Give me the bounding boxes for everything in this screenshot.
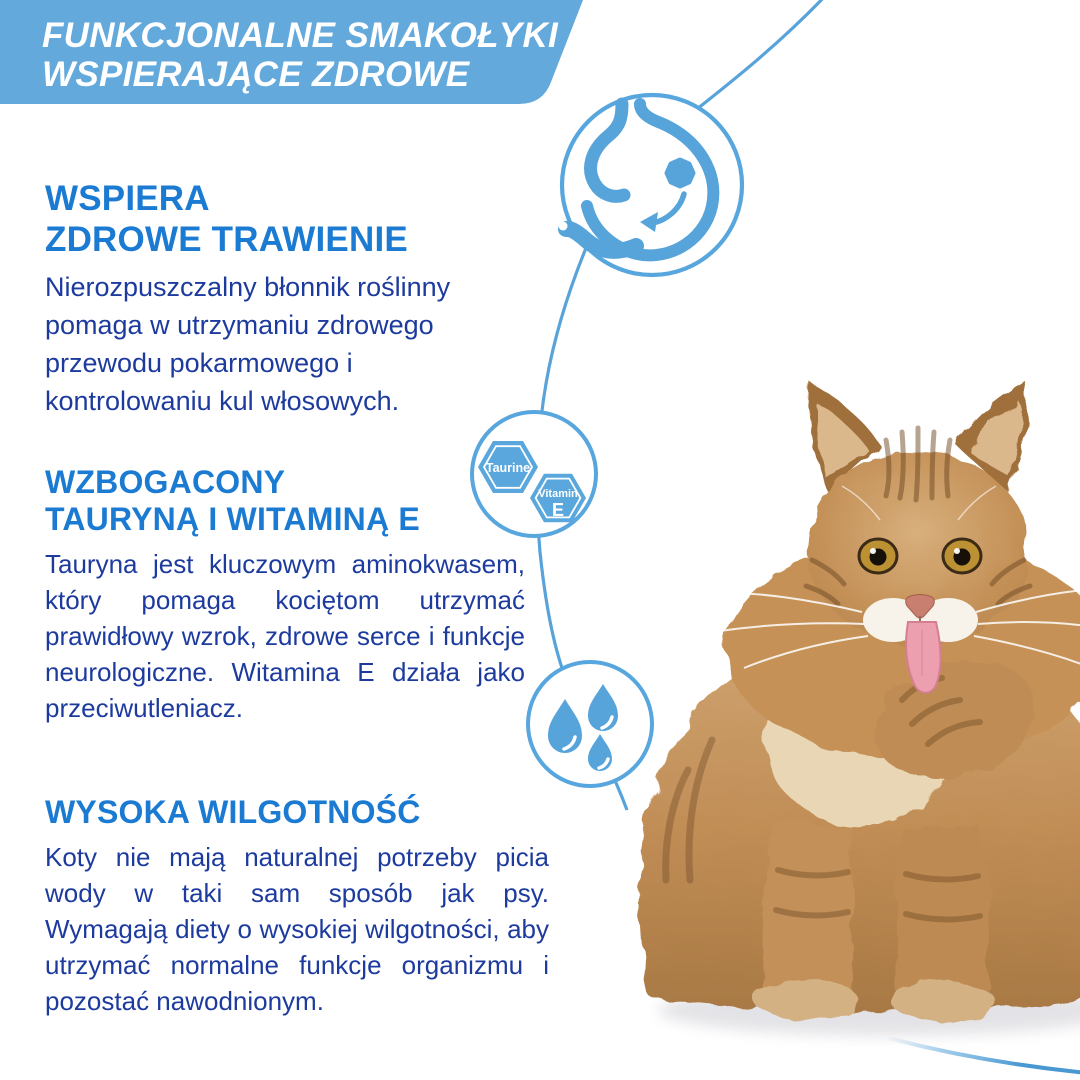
taurine-label: Taurine bbox=[485, 461, 531, 475]
icon-circle bbox=[528, 662, 652, 786]
section-moisture bbox=[45, 794, 549, 1019]
bottom-connector-curve bbox=[888, 1038, 1080, 1073]
section-moisture-body: Koty nie mają naturalnej potrzeby picia wody w taki sam sposób jak psy. Wymagają diety o wysokiej wilgotności, aby utrzymać normalne funkcje organizmu i pozostać nawodnionym. bbox=[45, 842, 549, 1016]
vitamin-label: Vitamin bbox=[538, 488, 578, 500]
banner-title-line2: WSPIERAJĄCE ZDROWE bbox=[42, 55, 470, 94]
heading-line-2: ZDROWE TRAWIENIE bbox=[45, 220, 408, 259]
section-taurine-vitamin-e bbox=[45, 464, 525, 726]
stomach-outlet-notch bbox=[559, 222, 568, 231]
cat-fur-silhouette bbox=[638, 382, 1080, 1022]
hairball-blob bbox=[667, 160, 693, 186]
section-taurine-body: Tauryna jest kluczowym aminokwasem, który pomaga kociętom utrzymać prawidłowy wzrok, zdrowe serce i funkcje neurologiczne. Witamina E działa jako przeciwutleniacz. bbox=[45, 549, 525, 723]
section-digestion-heading bbox=[45, 178, 517, 260]
vitamin-e-letter: E bbox=[551, 500, 565, 520]
banner-title-line1: FUNKCJONALNE SMAKOŁYKI bbox=[42, 16, 559, 55]
section-digestion-body: Nierozpuszczalny błonnik roślinny pomaga w utrzymaniu zdrowego przewodu pokarmowego i kontrolowaniu kul włosowych. bbox=[45, 272, 451, 416]
header-banner bbox=[42, 16, 558, 94]
section-digestion bbox=[45, 178, 517, 420]
heading-line-1: WSPIERA bbox=[45, 179, 210, 218]
section-moisture-heading bbox=[45, 794, 549, 831]
section-taurine-heading bbox=[45, 464, 525, 538]
cat-photo bbox=[638, 382, 1080, 1036]
heading-line-1: WYSOKA WILGOTNOŚĆ bbox=[45, 794, 421, 830]
water-droplets-icon bbox=[528, 662, 652, 786]
heading-line-2: TAURYNĄ I WITAMINĄ E bbox=[45, 501, 420, 537]
stomach-hairball-icon bbox=[559, 95, 743, 275]
heading-line-1: WZBOGACONY bbox=[45, 464, 286, 500]
